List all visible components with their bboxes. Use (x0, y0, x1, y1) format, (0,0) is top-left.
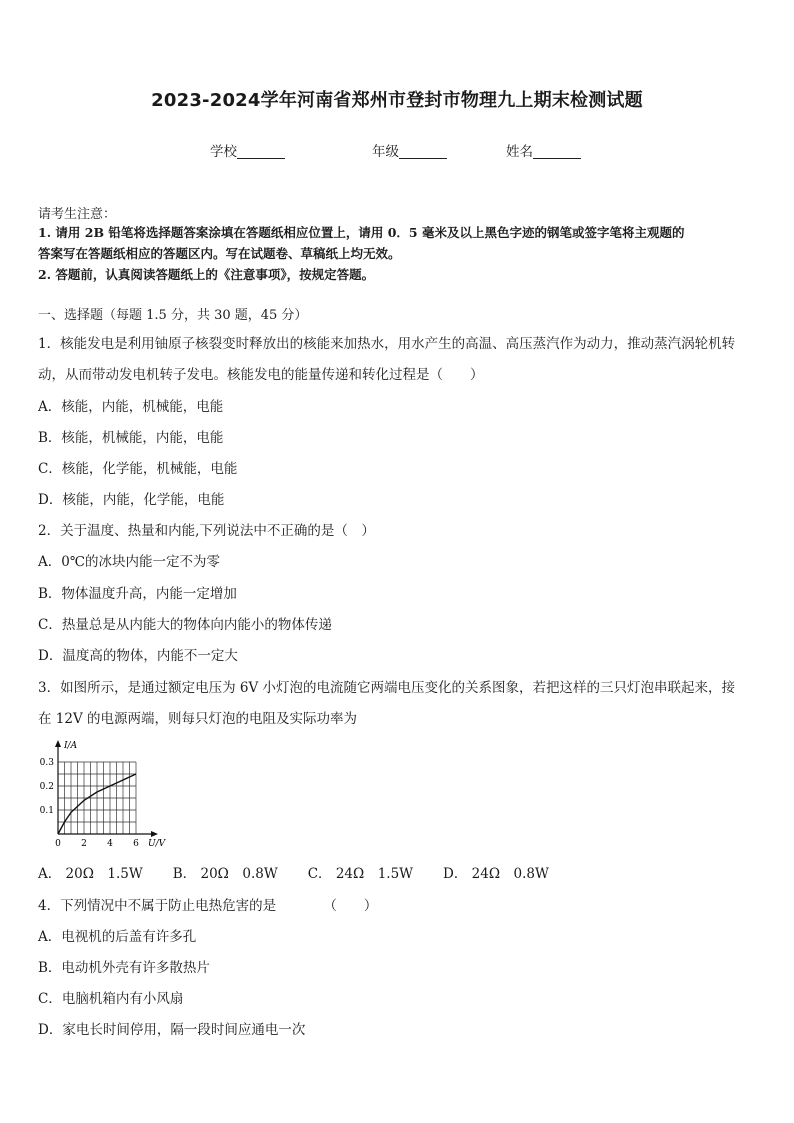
name-blank[interactable] (533, 144, 581, 159)
iv-graph (32, 740, 172, 848)
q3-option-a[interactable]: A． 20Ω 1.5W (38, 866, 143, 882)
notice-heading: 请考生注意： (38, 207, 117, 222)
q3-option-d[interactable]: D． 24Ω 0.8W (443, 866, 549, 882)
q4-stem: 4．下列情况中不属于防止电热危害的是 （ ） (38, 898, 378, 914)
q4-option-d[interactable]: D．家电长时间停用，隔一段时间应通电一次 (38, 1022, 306, 1038)
grade-label: 年级 (372, 144, 399, 160)
q2-option-d[interactable]: D．温度高的物体，内能不一定大 (38, 648, 238, 664)
q1-option-a[interactable]: A．核能，内能，机械能，电能 (38, 399, 224, 415)
q3-option-b[interactable]: B． 20Ω 0.8W (172, 866, 278, 882)
school-label: 学校 (210, 144, 237, 160)
q3-stem-line-1: 3．如图所示，是通过额定电压为 6V 小灯泡的电流随它两端电压变化的关系图象，若把这样的三只灯泡串联起来，接 (38, 680, 736, 696)
school-field[interactable] (210, 140, 285, 160)
x-tick-label: 2 (81, 839, 87, 848)
x-tick-label: 6 (133, 839, 139, 848)
exam-title: 2023-2024学年河南省郑州市登封市物理九上期末检测试题 (151, 90, 643, 111)
q3-options (38, 862, 579, 882)
notice-line-3: 2. 答题前，认真阅读答题纸上的《注意事项》，按规定答题。 (38, 267, 375, 282)
q3-option-c[interactable]: C． 24Ω 1.5W (307, 866, 414, 882)
x-tick-label: 4 (107, 839, 113, 848)
q2-stem: 2．关于温度、热量和内能,下列说法中不正确的是（ ） (38, 523, 375, 539)
q1-option-c[interactable]: C．核能，化学能，机械能，电能 (38, 461, 238, 477)
q1-stem-line-1: 1．核能发电是利用铀原子核裂变时释放出的核能来加热水，用水产生的高温、高压蒸汽作为动力，推动蒸汽涡轮机转 (38, 336, 736, 352)
q4-option-c[interactable]: C．电脑机箱内有小风扇 (38, 991, 184, 1007)
q4-option-b[interactable]: B．电动机外壳有许多散热片 (38, 960, 210, 976)
y-axis-arrow-icon (55, 740, 61, 747)
x-axis-arrow-icon (151, 831, 158, 837)
notice-line-1: 1. 请用 2B 铅笔将选择题答案涂填在答题纸相应位置上，请用 0．5 毫米及以上黑色字迹的钢笔或签字笔将主观题的 (38, 225, 685, 240)
notice-line-2: 答案写在答题纸相应的答题区内。写在试题卷、草稿纸上均无效。 (38, 246, 401, 261)
x-tick-label: 0 (55, 839, 61, 848)
name-field[interactable] (506, 140, 581, 160)
x-axis-label: U/V (148, 839, 166, 848)
q2-option-a[interactable]: A．0℃的冰块内能一定不为零 (38, 554, 220, 570)
y-tick-label: 0.3 (39, 758, 54, 768)
y-tick-label: 0.2 (39, 782, 54, 792)
y-tick-label: 0.1 (39, 806, 54, 816)
q2-option-c[interactable]: C．热量总是从内能大的物体向内能小的物体传递 (38, 617, 332, 633)
q4-option-a[interactable]: A．电视机的后盖有许多孔 (38, 929, 197, 945)
grade-blank[interactable] (399, 144, 447, 159)
section-heading: 一、选择题（每题 1.5 分，共 30 题，45 分） (38, 308, 308, 323)
school-blank[interactable] (237, 144, 285, 159)
grade-field[interactable] (372, 140, 447, 160)
q2-option-b[interactable]: B．物体温度升高，内能一定增加 (38, 586, 237, 602)
q1-option-d[interactable]: D．核能，内能，化学能，电能 (38, 492, 225, 508)
q1-stem-line-2: 动，从而带动发电机转子发电。核能发电的能量传递和转化过程是（ ） (38, 367, 484, 383)
name-label: 姓名 (506, 144, 533, 160)
y-axis-label: I/A (64, 741, 78, 751)
q3-stem-line-2: 在 12V 的电源两端，则每只灯泡的电阻及实际功率为 (38, 711, 358, 727)
q1-option-b[interactable]: B．核能，机械能，内能，电能 (38, 430, 224, 446)
